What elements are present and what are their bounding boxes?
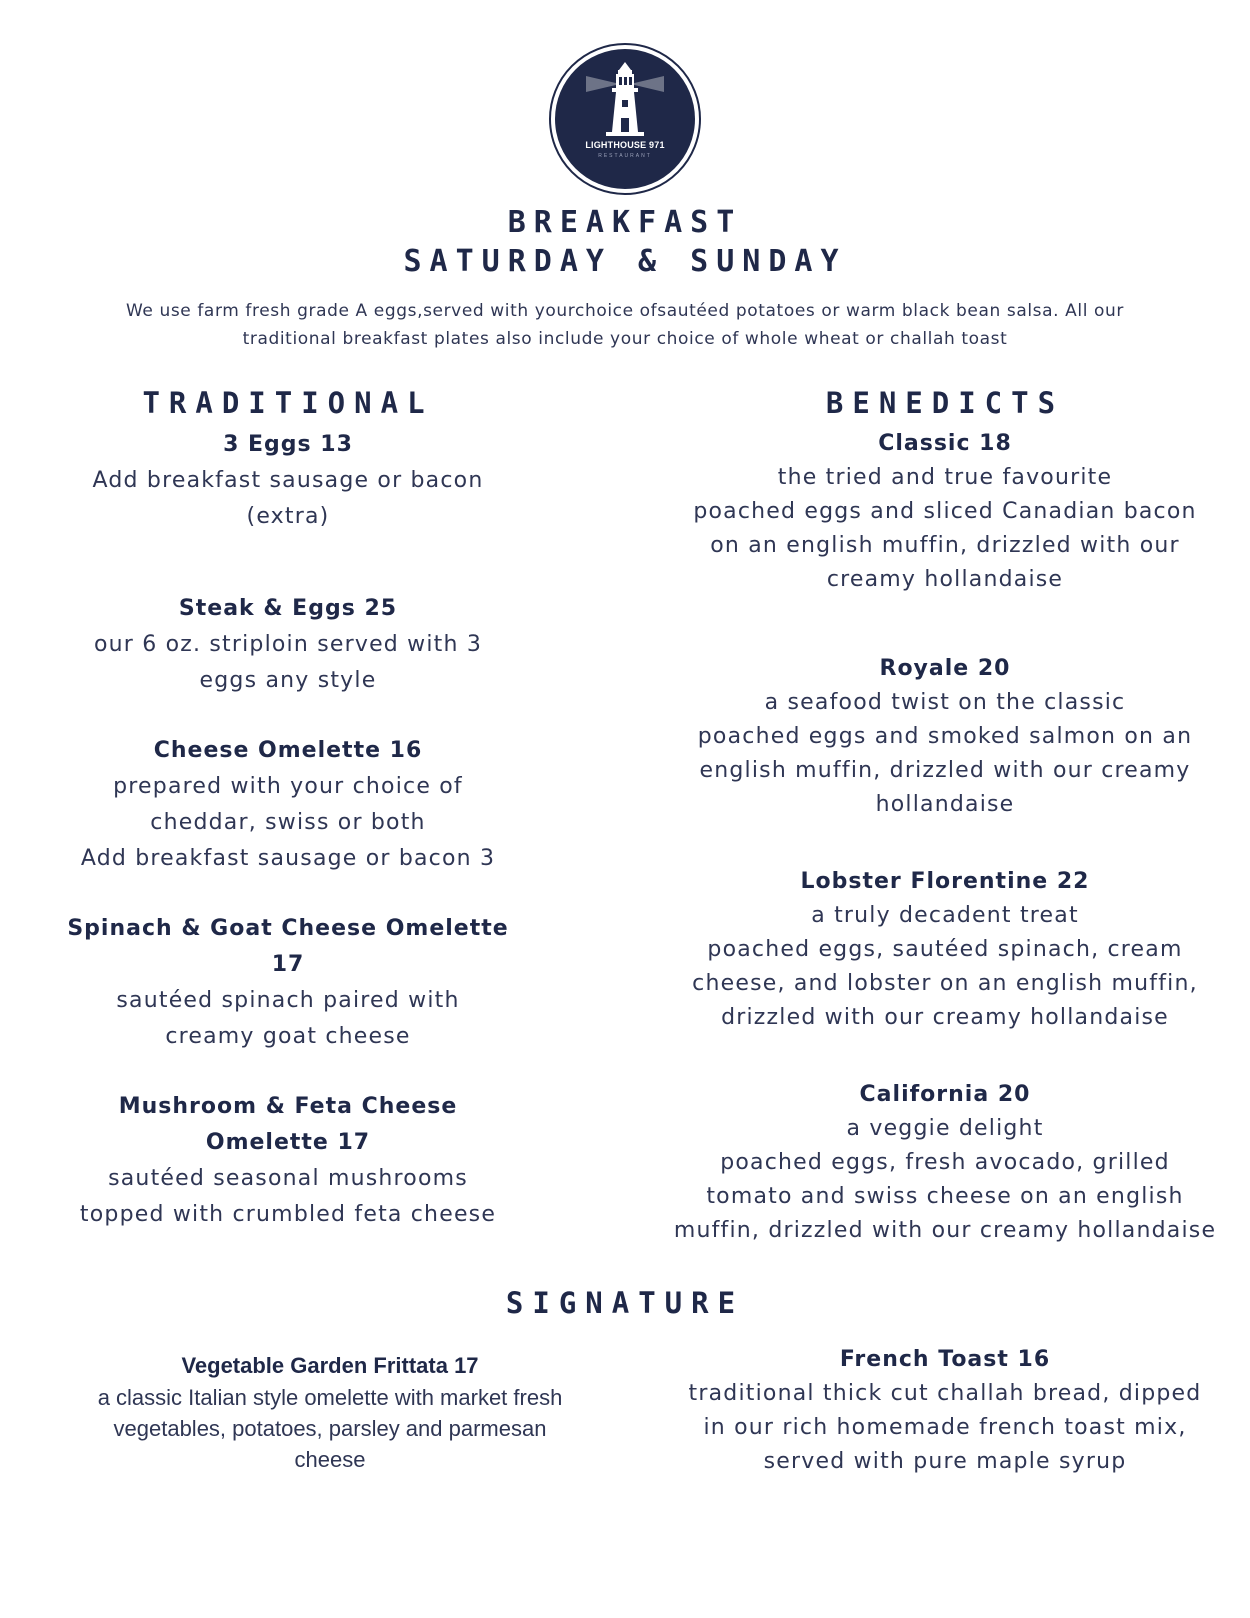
- item-desc-line: topped with crumbled feta cheese: [79, 1202, 497, 1227]
- signature-item-french-toast: [660, 1343, 1230, 1479]
- menu-subtitle: SATURDAY & SUNDAY: [403, 244, 847, 279]
- item-desc: [660, 1112, 1230, 1248]
- item-desc-line: poached eggs, sautéed spinach, cream: [707, 937, 1183, 962]
- item-desc: [58, 627, 518, 699]
- item-desc-line: cheese: [294, 1447, 366, 1472]
- item-name: Steak & Eggs 25: [178, 596, 398, 621]
- item-desc-line: traditional thick cut challah bread, dipped: [688, 1381, 1202, 1406]
- item-name: Classic 18: [878, 431, 1012, 456]
- item-desc: [660, 899, 1230, 1035]
- item-name: Royale 20: [879, 656, 1011, 681]
- restaurant-logo: [548, 42, 702, 196]
- item-desc-line: cheddar, swiss or both: [150, 810, 426, 835]
- item-desc-line: in our rich homemade french toast mix,: [703, 1415, 1187, 1440]
- item-desc-line: hollandaise: [875, 792, 1015, 817]
- item-name-line: Omelette 17: [205, 1130, 371, 1155]
- menu-item: [660, 865, 1230, 1035]
- item-desc-line: on an english muffin, drizzled with our: [710, 533, 1180, 558]
- item-name-line: Mushroom & Feta Cheese: [118, 1094, 458, 1119]
- menu-item: [58, 911, 518, 1055]
- section-heading-traditional: TRADITIONAL: [142, 386, 434, 420]
- item-desc-line: (extra): [246, 504, 330, 529]
- menu-item: [58, 1089, 518, 1233]
- item-name: Cheese Omelette 16: [153, 738, 423, 763]
- item-desc: [50, 1382, 610, 1475]
- item-desc-line: vegetables, potatoes, parsley and parmesan: [113, 1416, 547, 1441]
- item-name-line: 17: [271, 952, 305, 977]
- menu-item: [660, 427, 1230, 597]
- item-desc-line: a seafood twist on the classic: [764, 690, 1126, 715]
- item-desc-line: Add breakfast sausage or bacon 3: [80, 846, 496, 871]
- intro-text: We use farm fresh grade A eggs,served with yourchoice ofsautéed potatoes or warm black bean salsa. All our traditional breakfast plates also include your choice of whole wheat or challah toast: [125, 301, 1125, 349]
- item-desc-line: cheese, and lobster on an english muffin,: [692, 971, 1198, 996]
- menu-item: [58, 591, 518, 699]
- item-name: Vegetable Garden Frittata 17: [181, 1353, 479, 1378]
- signature-item-frittata: [50, 1350, 610, 1475]
- item-desc-line: sautéed seasonal mushrooms: [108, 1166, 468, 1191]
- item-desc-line: creamy goat cheese: [165, 1024, 411, 1049]
- item-desc-line: the tried and true favourite: [777, 465, 1113, 490]
- item-desc-line: eggs any style: [199, 668, 377, 693]
- section-heading-signature: SIGNATURE: [505, 1286, 745, 1320]
- item-name: 3 Eggs 13: [223, 432, 353, 457]
- item-desc-line: a classic Italian style omelette with market fresh: [97, 1385, 563, 1410]
- item-name: French Toast 16: [839, 1347, 1051, 1372]
- item-desc-line: Add breakfast sausage or bacon: [92, 468, 484, 493]
- menu-item: [660, 652, 1230, 822]
- item-desc: [58, 769, 518, 877]
- item-name: [58, 1089, 518, 1161]
- item-desc-line: muffin, drizzled with our creamy hollandaise: [673, 1218, 1217, 1243]
- item-name: California 20: [859, 1082, 1031, 1107]
- menu-item: [58, 427, 518, 535]
- item-desc-line: english muffin, drizzled with our creamy: [699, 758, 1191, 783]
- section-heading-benedicts: BENEDICTS: [825, 386, 1065, 420]
- item-desc: [58, 983, 518, 1055]
- menu-item: [660, 1078, 1230, 1248]
- item-name: [58, 911, 518, 983]
- item-desc-line: tomato and swiss cheese on an english: [706, 1184, 1184, 1209]
- item-desc-line: drizzled with our creamy hollandaise: [721, 1005, 1169, 1030]
- item-name: Lobster Florentine 22: [800, 869, 1090, 894]
- item-desc-line: poached eggs and sliced Canadian bacon: [693, 499, 1197, 524]
- item-desc-line: our 6 oz. striploin served with 3: [93, 632, 483, 657]
- item-desc-line: served with pure maple syrup: [763, 1449, 1127, 1474]
- item-desc-line: creamy hollandaise: [826, 567, 1064, 592]
- menu-title: BREAKFAST: [507, 205, 743, 240]
- item-name-line: Spinach & Goat Cheese Omelette: [67, 916, 509, 941]
- item-desc-line: prepared with your choice of: [113, 774, 463, 799]
- menu-item: [58, 733, 518, 877]
- lighthouse-icon: [548, 42, 702, 196]
- item-desc: [660, 686, 1230, 822]
- item-desc-line: sautéed spinach paired with: [116, 988, 460, 1013]
- item-desc: [58, 1161, 518, 1233]
- logo-text: LIGHTHOUSE 971: [585, 140, 665, 150]
- item-desc-line: poached eggs and smoked salmon on an: [697, 724, 1193, 749]
- item-desc: [660, 1377, 1230, 1479]
- item-desc-line: a truly decadent treat: [811, 903, 1079, 928]
- logo-subtext: RESTAURANT: [598, 153, 652, 159]
- item-desc: [660, 461, 1230, 597]
- item-desc-line: poached eggs, fresh avocado, grilled: [720, 1150, 1170, 1175]
- item-desc: [58, 463, 518, 535]
- item-desc-line: a veggie delight: [846, 1116, 1044, 1141]
